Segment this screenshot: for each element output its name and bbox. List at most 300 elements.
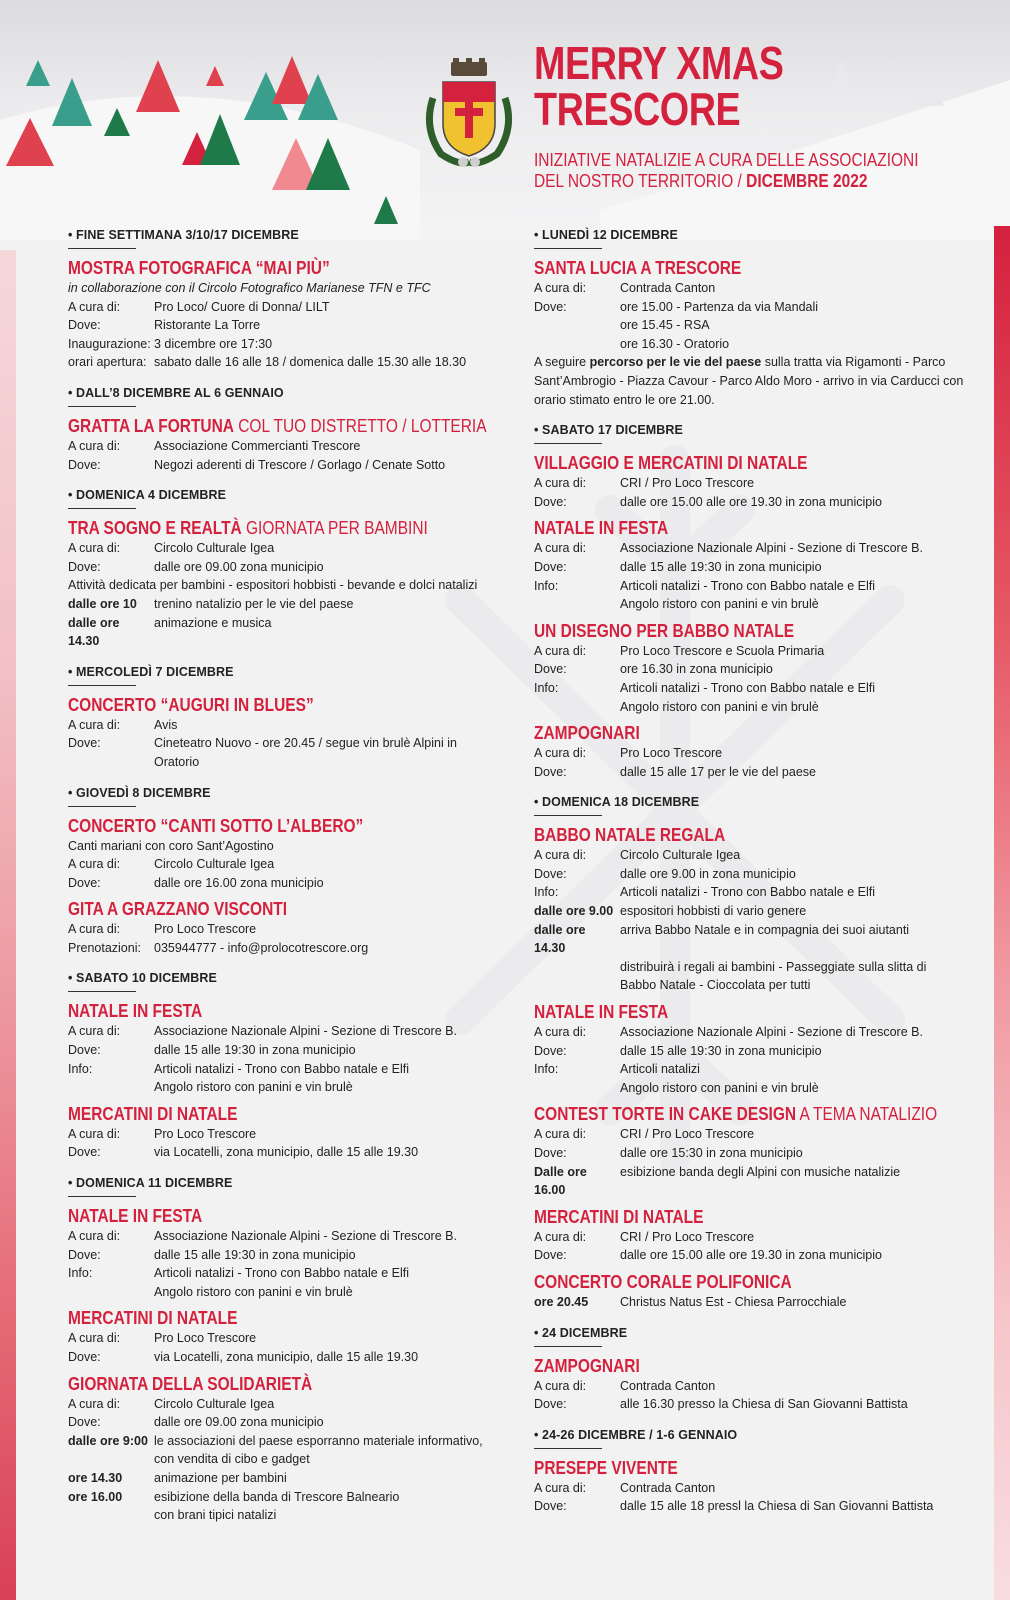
row-value: dalle 15 alle 19:30 in zona municipio [620,1043,822,1058]
row-label [534,976,620,995]
event-row [68,1227,488,1246]
section-divider [68,685,136,686]
side-color-bar-left [0,250,16,1600]
event-mercatini-di-natale [68,1307,488,1366]
row-value: alle 16.30 presso la Chiesa di San Giovanni Battista [620,1397,908,1412]
event-concerto-corale [534,1271,964,1312]
subtitle-text: DEL NOSTRO TERRITORIO / [534,171,747,191]
event-row [534,316,964,335]
row-value: esibizione banda degli Alpini con musiche natalizie [620,1164,901,1179]
section-date: • DOMENICA 18 DICEMBRE [534,795,700,810]
section-date: • FINE SETTIMANA 3/10/17 DICEMBRE [68,228,299,242]
row-label: ore 14.30 [68,1470,123,1485]
subtitle-line-2 [534,171,919,192]
row-label: A cura di: [534,281,587,295]
event-row [68,1329,488,1348]
event-note: Canti mariani con coro Sant’Agostino [68,838,274,853]
event-title: PRESEPE VIVENTE [534,1457,678,1478]
event-mercatini-di-natale [68,1103,488,1162]
row-value: CRI / Pro Loco Trescore [620,1229,755,1244]
row-value: Angolo ristoro con panini e vin brulè [154,1080,353,1095]
event-row [534,698,964,717]
row-label: A cura di: [68,438,121,453]
row-value: Associazione Nazionale Alpini - Sezione di Trescore B. [620,1025,923,1040]
section-divider [534,815,602,816]
event-title [534,1103,963,1125]
event-row [534,1163,964,1200]
event-row [68,456,488,475]
event-row [68,1060,488,1079]
event-row [68,920,488,939]
event-row [68,353,488,372]
event-row [68,1506,488,1525]
event-title [68,517,487,539]
event-row [68,437,488,456]
event-row [534,865,964,884]
row-value: Pro Loco Trescore [154,922,257,937]
row-value: con brani tipici natalizi [154,1508,277,1523]
row-label: Info: [68,1266,93,1281]
row-label: orari apertura: [68,355,147,370]
row-label: Dove: [68,1145,101,1160]
event-note [534,353,964,409]
row-label [68,1078,154,1097]
row-value: ore 16.30 in zona municipio [620,662,773,677]
row-label: ore 16.00 [68,1489,123,1504]
event-row [68,595,488,614]
event-row [534,335,964,354]
section-divider [534,443,602,444]
event-row [68,939,488,958]
row-label: A cura di: [68,1126,121,1141]
row-label: Info: [534,885,559,900]
section-date: • MERCOLEDÌ 7 DICEMBRE [68,664,234,679]
row-label: Dove: [534,1043,567,1058]
row-label: A cura di: [68,857,121,872]
event-row [534,1497,964,1516]
row-value: con vendita di cibo e gadget [154,1452,310,1467]
event-row [534,1293,964,1312]
event-row [68,1125,488,1144]
event-row [534,1246,964,1265]
event-row [68,1348,488,1367]
row-value: via Locatelli, zona municipio, dalle 15 alle 19.30 [154,1350,419,1364]
section-date: • 24-26 DICEMBRE / 1-6 GENNAIO [534,1427,738,1442]
row-value: esibizione della banda di Trescore Balneario [154,1489,400,1504]
row-label: dalle ore 9.00 [534,904,614,919]
event-title-rest: COL TUO DISTRETTO / LOTTERIA [233,415,487,436]
row-label: Dove: [534,1248,567,1263]
event-gratta-la-fortuna [68,415,488,474]
event-row [68,1450,488,1469]
event-row [534,902,964,921]
event-disegno-babbo-natale [534,620,964,716]
row-value: Associazione Commercianti Trescore [154,438,361,453]
row-value: Articoli natalizi - Trono con Babbo natale e Elfi [620,680,875,695]
row-label [68,1506,154,1525]
row-value: CRI / Pro Loco Trescore [620,476,755,491]
event-row [534,1079,964,1098]
row-label: Inaugurazione: [68,336,151,351]
event-row [534,539,964,558]
event-title-main: TRA SOGNO E REALTÀ [68,518,242,539]
event-title: ZAMPOGNARI [534,723,640,744]
row-value: trenino natalizio per le vie del paese [154,596,354,611]
row-value: Associazione Nazionale Alpini - Sezione di Trescore B. [154,1024,457,1039]
event-babbo-natale-regala [534,824,964,995]
event-title: GITA A GRAZZANO VISCONTI [68,899,288,920]
event-title: CONCERTO “CANTI SOTTO L’ALBERO” [68,815,364,836]
right-column [534,228,964,1526]
event-title: UN DISEGNO PER BABBO NATALE [534,620,795,641]
row-label [68,1283,154,1302]
row-value: dalle ore 9.00 in zona municipio [620,866,796,881]
event-row [68,734,488,771]
row-value: animazione per bambini [154,1470,287,1485]
row-value: Circolo Culturale Igea [154,1396,275,1411]
row-value: espositori hobbisti di vario genere [620,904,807,919]
event-row [68,316,488,335]
event-title: NATALE IN FESTA [68,1206,203,1227]
event-row [68,558,488,577]
row-value: 3 dicembre ore 17:30 [154,336,273,351]
event-zampognari [534,1355,964,1414]
row-label: Dove: [68,318,101,333]
event-row [534,921,964,958]
row-value: Cineteatro Nuovo - ore 20.45 / segue vin brulè Alpini in Oratorio [154,736,457,769]
page-subtitle [534,150,919,192]
row-label: A cura di: [68,1229,121,1244]
row-value: 035944777 - info@prolocotrescore.org [154,940,369,955]
row-label: Dove: [534,1397,567,1412]
row-label: Dove: [534,1499,567,1514]
row-label [534,698,620,717]
event-tra-sogno-e-realta [68,517,488,651]
note-bold: percorso per le vie del paese [589,355,762,370]
row-label [68,1450,154,1469]
row-value: Christus Natus Est - Chiesa Parrocchiale [620,1294,847,1309]
section-date: • DOMENICA 11 DICEMBRE [68,1176,233,1191]
row-value: arriva Babbo Natale e in compagnia dei suoi aiutanti [620,922,910,937]
section-date: • DALL’8 DICEMBRE AL 6 GENNAIO [68,385,284,400]
section-divider [68,406,136,407]
section-divider [68,1196,136,1197]
event-row [68,1413,488,1432]
row-label: A cura di: [68,717,121,732]
row-value: dalle 15 alle 17 per le vie del paese [620,764,816,779]
section-divider [68,248,136,249]
row-value: dalle 15 alle 19:30 in zona municipio [154,1043,356,1058]
subtitle-date: DICEMBRE 2022 [746,171,868,191]
row-value: Articoli natalizi - Trono con Babbo natale e Elfi [154,1061,409,1076]
event-row [68,335,488,354]
event-row [68,1022,488,1041]
event-title: MOSTRA FOTOGRAFICA “MAI PIÙ” [68,258,330,278]
note-text: A seguire [534,355,590,370]
event-row [534,976,964,995]
row-value: Negozi aderenti di Trescore / Gorlago / Cenate Sotto [154,457,446,472]
row-label [534,595,620,614]
event-title: CONCERTO CORALE POLIFONICA [534,1271,792,1292]
event-natale-in-festa [534,517,964,613]
event-row [534,763,964,782]
event-title: NATALE IN FESTA [68,1001,203,1022]
row-label: Info: [534,680,559,695]
section-divider [68,508,136,509]
subtitle-line-1: INIZIATIVE NATALIZIE A CURA DELLE ASSOCIAZIONI [534,150,919,170]
row-value: ore 15.45 - RSA [620,318,710,333]
row-value: Angolo ristoro con panini e vin brulè [154,1284,353,1299]
event-title-main: CONTEST TORTE IN CAKE DESIGN [534,1104,797,1125]
row-value: Associazione Nazionale Alpini - Sezione di Trescore B. [620,541,923,556]
event-row [68,1432,488,1451]
row-value: Associazione Nazionale Alpini - Sezione di Trescore B. [154,1229,457,1244]
row-label: Prenotazioni: [68,940,141,955]
event-row [534,595,964,614]
row-value: ore 16.30 - Oratorio [620,336,730,351]
event-row [534,883,964,902]
event-row [534,279,964,298]
event-row [68,539,488,558]
row-value: dalle 15 alle 19:30 in zona municipio [620,559,822,574]
row-label: Dove: [534,494,567,509]
municipality-crest-logo [419,58,519,170]
row-value: Pro Loco Trescore [154,1331,257,1346]
row-label: Dalle ore 16.00 [534,1164,587,1198]
event-row [534,1479,964,1498]
row-label: dalle ore 9:00 [68,1433,148,1448]
row-label: Dove: [68,1415,101,1430]
event-title: NATALE IN FESTA [534,1002,669,1023]
row-label: Dove: [534,299,567,314]
event-mostra-fotografica [68,257,488,372]
event-title-main: GRATTA LA FORTUNA [68,415,234,436]
event-row [68,1041,488,1060]
event-natale-in-festa [534,1001,964,1097]
event-row [68,1246,488,1265]
left-column [68,228,488,1535]
row-label: dalle ore 10 [68,596,137,611]
section-date: • DOMENICA 4 DICEMBRE [68,488,227,503]
page-title [534,37,784,135]
title-line-2: TRESCORE [534,83,741,135]
event-title-rest: A TEMA NATALIZIO [796,1104,938,1125]
event-note: in collaborazione con il Circolo Fotografico Marianese TFN e TFC [68,281,431,295]
row-label [534,316,620,335]
row-label: Dove: [534,866,567,881]
event-row [534,1042,964,1061]
event-title: BABBO NATALE REGALA [534,825,726,846]
event-contest-torte [534,1103,964,1199]
event-row [68,874,488,893]
row-label: Dove: [68,1247,101,1262]
row-value: animazione e musica [154,615,272,630]
row-label: Dove: [68,1350,101,1364]
event-title: CONCERTO “AUGURI IN BLUES” [68,694,314,715]
event-concerto-canti-sotto-albero [68,815,488,893]
event-santa-lucia [534,257,964,409]
event-row [534,558,964,577]
event-row [534,1060,964,1079]
row-value: Pro Loco/ Cuore di Donna/ LILT [154,299,330,314]
row-value: Babbo Natale - Cioccolata per tutti [620,978,811,993]
row-label: A cura di: [68,1331,121,1346]
event-row [534,958,964,977]
event-title: MERCATINI DI NATALE [68,1103,238,1124]
row-label: A cura di: [534,1127,587,1142]
event-title-rest: GIORNATA PER BAMBINI [241,518,428,539]
event-row [534,1228,964,1247]
event-row [534,744,964,763]
event-zampognari [534,722,964,781]
row-label: A cura di: [68,922,121,937]
row-value: dalle 15 alle 19:30 in zona municipio [154,1247,356,1262]
event-natale-in-festa [68,1000,488,1096]
event-row [534,660,964,679]
section-date: • SABATO 17 DICEMBRE [534,423,683,438]
title-line-1: MERRY XMAS [534,37,784,89]
section-date: • SABATO 10 DICEMBRE [68,971,217,986]
section-divider [68,991,136,992]
event-row [534,679,964,698]
row-value: Contrada Canton [620,1480,716,1495]
section-date: • LUNEDÌ 12 DICEMBRE [534,228,678,242]
section-date: • 24 DICEMBRE [534,1325,628,1340]
row-label [534,335,620,354]
row-value: dalle ore 16.00 zona municipio [154,875,324,890]
event-title: SANTA LUCIA A TRESCORE [534,258,742,278]
section-divider [534,1346,602,1347]
row-value: Pro Loco Trescore [154,1126,257,1141]
event-title: MERCATINI DI NATALE [68,1308,238,1329]
row-label: Dove: [68,559,101,574]
section-divider [534,248,602,249]
row-label [534,1079,620,1098]
event-title: ZAMPOGNARI [534,1355,640,1376]
event-row [534,493,964,512]
event-row [68,1283,488,1302]
event-title: MERCATINI DI NATALE [534,1206,704,1227]
event-row [68,716,488,735]
event-presepe-vivente [534,1457,964,1516]
row-label: A cura di: [68,541,121,556]
section-divider [68,806,136,807]
event-note: Attività dedicata per bambini - espositori hobbisti - bevande e dolci natalizi [68,578,478,593]
row-value: dalle 15 alle 18 pressl la Chiesa di San Giovanni Battista [620,1499,934,1514]
row-value: ore 15.00 - Partenza da via Mandali [620,299,819,314]
event-row [534,298,964,317]
row-label: Dove: [68,875,101,890]
row-label: Info: [534,578,559,593]
event-row [534,1144,964,1163]
event-row [534,1023,964,1042]
row-value: Contrada Canton [620,281,716,295]
row-value: dalle ore 15:30 in zona municipio [620,1146,803,1160]
row-value: Contrada Canton [620,1378,716,1393]
row-value: CRI / Pro Loco Trescore [620,1127,755,1142]
row-label: ore 20.45 [534,1294,589,1309]
row-label: A cura di: [534,476,587,491]
event-row [534,642,964,661]
row-value: sabato dalle 16 alle 18 / domenica dalle 15.30 alle 18.30 [154,355,467,370]
event-row [534,474,964,493]
event-title [68,415,487,437]
row-label: A cura di: [534,1480,587,1495]
row-label: A cura di: [534,848,587,863]
row-value: Angolo ristoro con panini e vin brulè [620,597,819,612]
row-value: Articoli natalizi - Trono con Babbo natale e Elfi [620,578,875,593]
event-title: VILLAGGIO E MERCATINI DI NATALE [534,453,808,474]
section-divider [534,1448,602,1449]
row-label: A cura di: [534,643,587,658]
event-mercatini-di-natale [534,1206,964,1265]
row-label: Dove: [534,662,567,677]
row-label: Info: [68,1061,93,1076]
section-date: • GIOVEDÌ 8 DICEMBRE [68,785,211,800]
row-value: Angolo ristoro con panini e vin brulè [620,1080,819,1095]
row-label [534,958,620,977]
row-label: Dove: [534,1146,567,1160]
event-gita-grazzano-visconti [68,898,488,957]
event-row [534,1395,964,1414]
row-value: Pro Loco Trescore [620,746,723,761]
row-value: Articoli natalizi - Trono con Babbo natale e Elfi [620,885,875,900]
row-value: Circolo Culturale Igea [620,848,741,863]
row-label: Dove: [534,559,567,574]
row-label: A cura di: [534,1025,587,1040]
row-label: A cura di: [534,1229,587,1244]
event-row [68,1469,488,1488]
row-value: via Locatelli, zona municipio, dalle 15 alle 19.30 [154,1145,419,1160]
note-text: sulla tratta via Rigamonti - Parco Sant’Ambrogio - Piazza Cavour - Parco Aldo Moro - arrivo in via Carducci con orario stimato entro le ore 21.00. [534,355,964,407]
row-label: A cura di: [68,1396,121,1411]
event-row [534,1377,964,1396]
row-label: A cura di: [534,746,587,761]
row-label: A cura di: [68,299,121,314]
event-natale-in-festa [68,1205,488,1301]
row-value: le associazioni del paese esporranno materiale informativo, [154,1433,483,1448]
event-giornata-della-solidarieta [68,1373,488,1525]
row-value: Avis [154,717,178,732]
row-value: Circolo Culturale Igea [154,541,275,556]
row-label: Dove: [68,1043,101,1058]
row-label: dalle ore 14.30 [68,615,120,649]
row-label: Info: [534,1062,559,1077]
row-value: Pro Loco Trescore e Scuola Primaria [620,643,825,658]
row-value: Articoli natalizi [620,1062,700,1077]
row-value: Ristorante La Torre [154,318,261,333]
event-row [534,846,964,865]
row-value: dalle ore 15.00 alle ore 19.30 in zona municipio [620,494,882,509]
row-value: Circolo Culturale Igea [154,857,275,872]
event-row [68,1143,488,1162]
row-label: dalle ore 14.30 [534,922,586,956]
row-value: dalle ore 15.00 alle ore 19.30 in zona municipio [620,1248,882,1263]
event-row [68,614,488,651]
event-row [68,1488,488,1507]
row-label: Dove: [534,764,567,779]
row-label: A cura di: [68,1024,121,1039]
event-title: NATALE IN FESTA [534,518,669,539]
row-value: Angolo ristoro con panini e vin brulè [620,699,819,714]
event-row [68,855,488,874]
event-row [68,298,488,317]
event-villaggio-e-mercatini [534,452,964,511]
event-concerto-auguri-in-blues [68,694,488,772]
row-value: distribuirà i regali ai bambini - Passeggiate sulla slitta di [620,959,927,974]
event-row [68,1395,488,1414]
event-row [534,577,964,596]
